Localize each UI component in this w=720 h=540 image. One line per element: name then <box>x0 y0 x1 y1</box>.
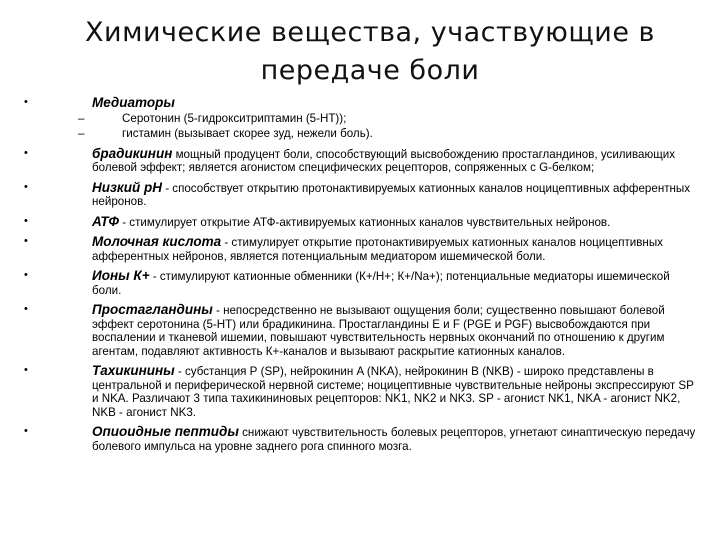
item-term: Низкий рН <box>92 179 162 195</box>
item-text: - способствует открытию протонактивируемых катионных каналов ноцицептивных афферентных нейронов. <box>92 181 691 208</box>
item-text: - стимулирует открытие АТФ-активируемых катионных каналов чувствительных нейронов. <box>119 215 611 229</box>
list-item <box>24 425 700 453</box>
list-item <box>24 303 700 358</box>
list-item <box>24 364 700 419</box>
item-text: - стимулируют катионные обменники (К+/Н+; К+/Na+); потенциальные медиаторы ишемической боли. <box>92 270 670 297</box>
item-term: Опиоидные пептиды <box>92 424 239 439</box>
item-text: снижают чувствительность болевых рецепторов, угнетают синаптическую передачу болевого импульса на уровне заднего рога спинного мозга. <box>92 426 696 453</box>
item-term: брадикинин <box>92 145 173 161</box>
dash-icon: – <box>78 126 85 140</box>
sub-item-text: Серотонин (5-гидрокситриптамин (5-HT)); <box>122 111 347 125</box>
item-text: - непосредственно не вызывают ощущения боли; существенно повышают болевой эффект серотонина (5-HT) или брадикинина. Простагландины Е и F (PGE и PGF) высвобождаются при воспалении и тканевой ишемии, повышают чувствительность нервных окончаний по отношению к другим агентам, подавляют активность К+-каналов и вызывают раскрытие катионных каналов. <box>92 304 665 358</box>
list-item <box>24 181 700 209</box>
bullet-icon: • <box>24 235 28 247</box>
item-term: Медиаторы <box>92 95 175 110</box>
item-term: Простагландины <box>92 302 213 317</box>
list-item <box>24 215 700 230</box>
bullet-icon: • <box>24 364 28 376</box>
bullet-icon: • <box>24 96 28 108</box>
list-item <box>24 235 700 263</box>
sub-item-text: гистамин (вызывает скорее зуд, нежели боль). <box>122 126 373 140</box>
item-term: АТФ <box>92 213 119 229</box>
bullet-icon: • <box>24 146 28 159</box>
item-term: Ионы К+ <box>92 268 150 283</box>
bullet-icon: • <box>24 425 28 437</box>
sub-item <box>24 126 700 141</box>
item-term: Тахикинины <box>92 363 175 378</box>
list-item <box>24 96 700 111</box>
bullet-list <box>24 96 700 453</box>
bullet-icon: • <box>24 180 28 193</box>
list-item <box>24 269 700 297</box>
item-text: - субстанция Р (SP), нейрокинин A (NKA), нейрокинин B (NKB) - широко представлены в центральной и периферической нервной системе; ноцицептивные чувствительные нейроны экспрессируют SP и NKA. Различают 3 типа тахикининовых рецепторов: NK1, NK2 и NK3. SP - агонист NK1, NKA - агонист NK2, NKB - агонист NK3. <box>92 365 694 419</box>
sub-item <box>24 111 700 126</box>
list-item <box>24 147 700 175</box>
slide-title: Химические вещества, участвующие в передаче боли <box>85 17 655 86</box>
bullet-icon: • <box>24 303 28 315</box>
item-text: - стимулирует открытие протонактивируемых катионных каналов ноцицептивных афферентных нейронов, является потенциальным медиатором ишемической боли. <box>92 236 663 263</box>
item-term: Молочная кислота <box>92 234 222 249</box>
bullet-icon: • <box>24 269 28 281</box>
bullet-icon: • <box>24 214 28 227</box>
dash-icon: – <box>78 111 85 125</box>
item-text: мощный продуцент боли, способствующий высвобождению простагландинов, усиливающих болевой эффект; является агонистом специфических рецепторов, сопряженных с G-белком; <box>92 147 676 174</box>
